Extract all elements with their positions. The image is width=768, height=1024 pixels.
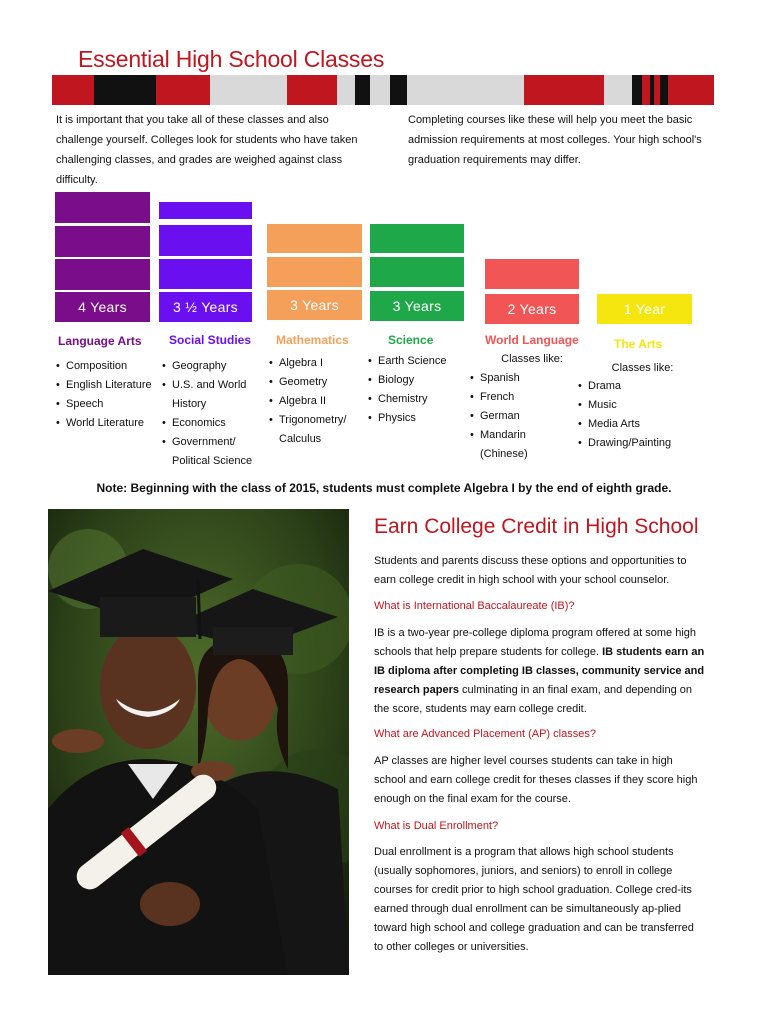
bar-the-arts: [597, 294, 692, 324]
list-item: • Drama: [578, 377, 688, 396]
list-item: • Speech: [56, 395, 160, 414]
year-block: [159, 202, 252, 219]
year-block: [55, 259, 150, 290]
bar-language-arts: [55, 192, 150, 322]
list-item: • English Literature: [56, 376, 160, 395]
bar-science: [370, 224, 464, 321]
list-item: • Drawing/Painting: [578, 434, 688, 453]
list-mathematics: [269, 354, 363, 449]
list-item: • Geography: [162, 357, 262, 376]
bar-social-studies: [159, 202, 252, 322]
credit-heading: Earn College Credit in High School: [374, 515, 699, 538]
list-item: • Algebra I: [269, 354, 363, 373]
year-block: [267, 257, 362, 287]
list-item: • Trigonometry/ Calculus: [269, 411, 363, 449]
years-label: 2 Years: [485, 294, 579, 324]
list-language-arts: [56, 357, 160, 433]
years-label: 1 Year: [597, 294, 692, 324]
list-item: • Media Arts: [578, 415, 688, 434]
ib-text: IB is a two-year pre-college diploma program offered at some high schools that help prepare students for college. IB students earn an IB diploma after completing IB classes, community service and research papers culminating in an final exam, and depending on the score, students may earn college credit.: [374, 627, 705, 715]
list-item: • Earth Science: [368, 352, 462, 371]
dual-enrollment-question: What is Dual Enrollment?: [374, 820, 499, 832]
intro-left: It is important that you take all of these classes and also challenge yourself. Colleges look for students who have taken challenging classes, and grades are weighed against class difficulty.: [56, 114, 358, 186]
list-social-studies: [162, 357, 262, 471]
note: Note: Beginning with the class of 2015, students must complete Algebra I by the end of eighth grade.: [96, 481, 672, 495]
graduates-photo: [48, 509, 349, 975]
subject-world-language: World Language: [485, 333, 579, 347]
ap-question: What are Advanced Placement (AP) classes?: [374, 728, 596, 740]
years-label: 3 Years: [370, 291, 464, 321]
classes-like-label: Classes like:: [501, 353, 563, 365]
classes-like-label: Classes like:: [611, 362, 674, 374]
year-block: [55, 192, 150, 223]
subject-social-studies: Social Studies: [169, 333, 252, 347]
year-block: [267, 224, 362, 253]
list-world-language: [470, 369, 550, 464]
list-item: • Physics: [368, 409, 462, 428]
list-science: [368, 352, 462, 428]
subject-the-arts: The Arts: [614, 337, 663, 351]
dual-enrollment-text: Dual enrollment is a program that allows high school students (usually sophomores, juniors, and seniors) to enroll in college courses for credit prior to high school graduation. College cred-its earned through dual enrollment can be simultaneously ap-plied toward high school and college graduation and can be transferred to other colleges or universities.: [374, 846, 694, 953]
subject-science: Science: [388, 333, 434, 347]
list-item: • French: [470, 388, 550, 407]
list-item: • Geometry: [269, 373, 363, 392]
bar-mathematics: [267, 224, 362, 320]
year-block: [370, 257, 464, 287]
list-item: • Spanish: [470, 369, 550, 388]
ib-question: What is International Baccalaureate (IB)?: [374, 600, 575, 612]
list-item: • German: [470, 407, 550, 426]
list-item: • Music: [578, 396, 688, 415]
years-label: 3 Years: [267, 290, 362, 320]
list-item: • Economics: [162, 414, 262, 433]
list-item: • Biology: [368, 371, 462, 390]
intro-right: Completing courses like these will help you meet the basic admission requirements at most colleges. Your high school's graduation requirements may differ.: [408, 114, 702, 166]
bar-world-language: [485, 259, 579, 324]
year-block: [159, 225, 252, 256]
year-block: [370, 224, 464, 253]
years-label: 4 Years: [55, 292, 150, 322]
list-item: • Algebra II: [269, 392, 363, 411]
year-block: [159, 259, 252, 289]
years-label: 3 ½ Years: [159, 292, 252, 322]
list-item: • Composition: [56, 357, 160, 376]
year-block: [55, 226, 150, 257]
ap-text: AP classes are higher level courses students can take in high school and earn college credit for theses classes if they score high enough on the final exam for the course.: [374, 755, 698, 805]
list-the-arts: [578, 377, 688, 453]
list-item: • Chemistry: [368, 390, 462, 409]
subject-mathematics: Mathematics: [276, 333, 349, 347]
subject-language-arts: Language Arts: [58, 334, 142, 348]
page-title: Essential High School Classes: [78, 46, 385, 72]
list-item: • U.S. and World History: [162, 376, 262, 414]
list-item: • Mandarin (Chinese): [470, 426, 550, 464]
decorative-stripe: [52, 75, 714, 105]
credit-intro: Students and parents discuss these options and opportunities to earn college credit in high school with your school counselor.: [374, 555, 687, 586]
list-item: • World Literature: [56, 414, 160, 433]
year-block: [485, 259, 579, 289]
list-item: • Government/ Political Science: [162, 433, 262, 471]
